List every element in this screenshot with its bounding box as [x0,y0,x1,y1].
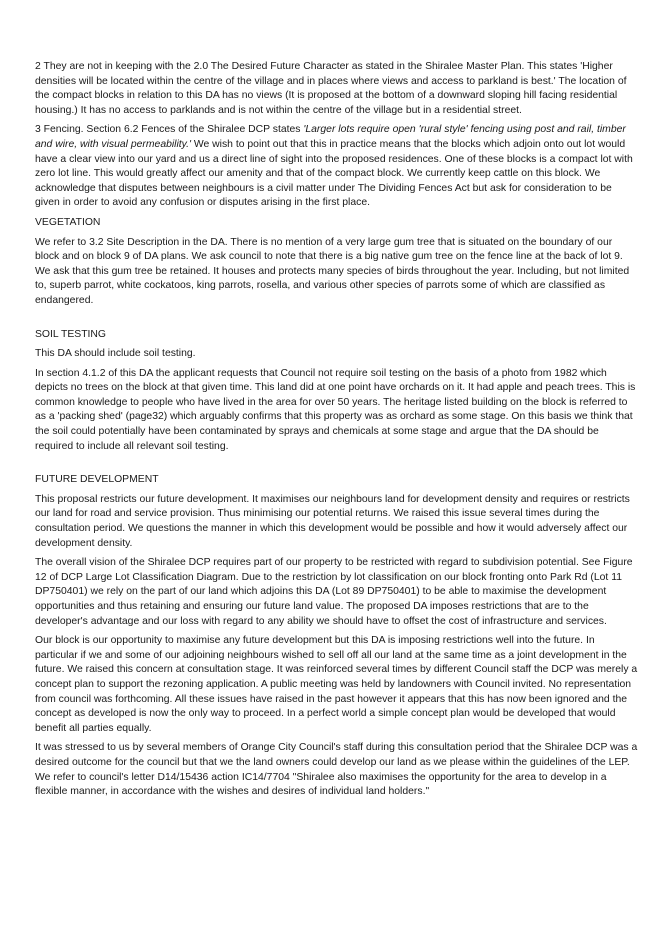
paragraph-fencing [35,123,639,211]
fencing-intro: 3 Fencing. Section 6.2 Fences of the Shiralee DCP states [35,124,304,136]
section-spacer [35,459,639,473]
section-spacer [35,314,639,328]
fencing-body: We wish to point out that this in practice means that the blocks which adjoin onto out lot would have a clear view into our yard and us a direct line of sight into the proposed residences. One of these blocks is a compact lot with zero lot line. This would greatly affect our amenity and that of the compact block. We currently keep cattle on this block. We acknowledge that disputes between neighbours is a civil matter under The Dividing Fences Act but ask for consideration to be given in order to avoid any confusion or disputes arising in the first place. [35,138,633,209]
heading-future-development: FUTURE DEVELOPMENT [35,474,159,486]
paragraph-soil-testing-detail: In section 4.1.2 of this DA the applicant requests that Council not require soil testing on the basis of a photo from 1982 which depicts no trees on the block at that given time. This land did at one point have orchards on it. It had apple and peach trees. This is common knowledge to people who have lived in the area for over 50 years. The heritage listed building on the block is referred to as a 'packing shed' (page32) which arguably confirms that this property was as orchard as some stage. On this basis we think that the soil could potentially have been contaminated by sprays and chemicals at some stage and argue that the DA should be required to include all relevant soil testing. [35,367,636,452]
document-body [35,60,639,805]
paragraph-vegetation: We refer to 3.2 Site Description in the DA. There is no mention of a very large gum tree that is situated on the boundary of our block and on block 9 of DA plans. We ask council to note that there is a big native gum tree on the fence line at the back of lot 9. We ask that this gum tree be retained. It houses and protects many species of birds throughout the year. Including, but not limited to, superb parrot, white cockatoos, king parrots, rosella, and various other species of parrots some of which are classified as endangered. [35,236,630,306]
paragraph-opportunity: Our block is our opportunity to maximise any future development but this DA is imposing restrictions well into the future. In particular if we and some of our adjoining neighbours wished to sell off all our land at the same time as a joint development in the future. We raised this concern at consultation stage. It was reinforced several times by different Council staff the DCP was merely a concept plan to support the rezoning application. A public meeting was held by landowners with Council invited. No representation from council was forthcoming. All these issues have raised in the past however it appears that this has now been ignored and the concept as developed is now the only way to proceed. In a perfect world a simple concept plan would be developed that would benefit all parties equally. [35,635,638,734]
heading-vegetation: VEGETATION [35,216,101,228]
fencing-quote: 'Larger lots require open 'rural style' fencing using post and rail, timber and wire, with visual permeability.' [35,124,626,150]
paragraph-overall-vision: The overall vision of the Shiralee DCP requires part of our property to be restricted with regard to subdivision potential. See Figure 12 of DCP Large Lot Classification Diagram. Due to the restriction by lot classification on our block fronting onto Park Rd (Lot 11 DP750401) we rely on the part of our land which adjoins this DA (Lot 89 DP750401) to be able to maximise the development opportunities and thus retaining and ensuring our future land value. The proposed DA imposes restrictions that are to the developer's advantage and our loss with regard to any ability we should have to offset the cost of infrastructure and services. [35,557,633,627]
paragraph-council-letter: It was stressed to us by several members of Orange City Council's staff during this consultation period that the Shiralee DCP was a desired outcome for the council but that we the land owners could develop our land as we please within the guidelines of the LEP. We refer to council's letter D14/15436 action IC14/7704 "Shiralee also maximises the opportunity for the area to develop in a flexible manner, in accordance with the wishes and desires of individual land holders." [35,742,638,798]
paragraph-soil-testing-request: This DA should include soil testing. [35,348,196,360]
heading-soil-testing: SOIL TESTING [35,328,107,340]
paragraph-desired-future-character: 2 They are not in keeping with the 2.0 The Desired Future Character as stated in the Shiralee Master Plan. This states 'Higher densities will be located within the centre of the village and in places where views and access to parkland is best.' The location of the compact blocks in relation to this DA has no views (It is proposed at the bottom of a downward sloping hill facing residential housing.) It has no access to parklands and is not within the centre of the village but in a residential street. [35,61,627,116]
paragraph-restricts-development: This proposal restricts our future development. It maximises our neighbours land for development density and requires or restricts our land for road and service provision. Thus minimising our potential returns. We raised this issue several times during the consultation period. We questions the manner in which this development would be possible and how it would adversely affect our development density. [35,493,630,549]
